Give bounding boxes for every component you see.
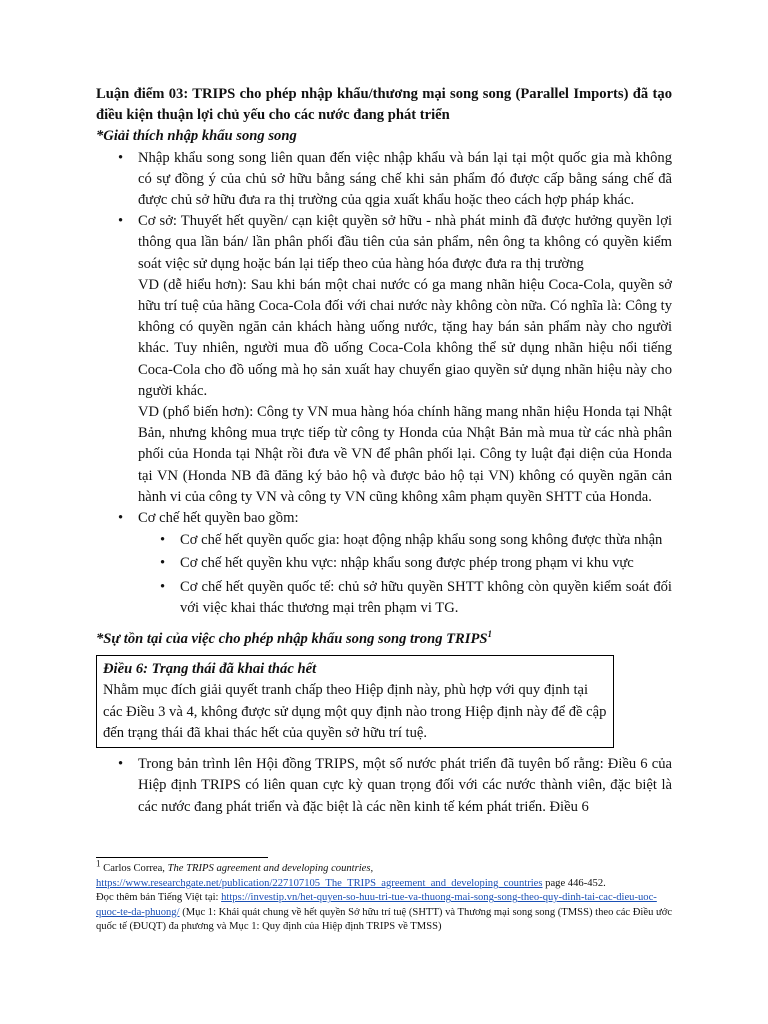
list-item [96,508,672,619]
footnote-text [96,858,676,935]
section-heading-text: *Sự tồn tại của việc cho phép nhập khẩu song song trong TRIPS [96,631,488,648]
footnote-reference[interactable]: 1 [487,629,493,640]
sub-list-item [138,577,672,619]
bullet-list-trips [96,754,672,818]
section-heading-trips [96,629,672,650]
bullet-icon: • [160,578,166,595]
page-title: Luận điểm 03: TRIPS cho phép nhập khẩu/thương mại song song (Parallel Imports) đã tạo điều kiện thuận lợi chủ yếu cho các nước đang phát triển [96,86,672,124]
article-6-box [96,655,614,748]
sub-list-item-text: Cơ chế hết quyền quốc tế: chủ sở hữu quyền SHTT không còn quyền kiểm soát đối với việc khai thác thương mại trên phạm vi TG. [180,578,672,616]
bullet-icon: • [118,510,124,527]
footnote-work-title: The TRIPS agreement and developing countries, [167,863,374,874]
footnote-divider [96,857,268,858]
footnote-note: (Mục 1: Khái quát chung về hết quyền Sở hữu trí tuệ (SHTT) và Thương mại song song (TMSS) theo các Điều ước quốc tế (ĐUQT) đa phương và Mục 1: Quy định của Hiệp định TRIPS về TMSS) [96,906,673,933]
sub-bullet-list [138,530,672,619]
section-heading-parallel-imports: *Giải thích nhập khẩu song song [96,128,297,145]
list-item [96,211,672,508]
article-6-title: Điều 6: Trạng thái đã khai thác hết [103,661,317,678]
sub-list-item-text: Cơ chế hết quyền quốc gia: hoạt động nhập khẩu song song không được thừa nhận [180,532,663,549]
list-item-text: Nhập khẩu song song liên quan đến việc nhập khẩu và bán lại tại một quốc gia mà không có sự đồng ý của chủ sở hữu bằng sáng chế khi sản phẩm đó được cấp bằng sáng chế đã được chủ sở hữu đưa ra thị trường của qgia xuất khẩu hoặc theo cách hợp pháp khác. [138,149,672,209]
example-coca-cola: VD (dễ hiểu hơn): Sau khi bán một chai nước có ga mang nhãn hiệu Coca-Cola, quyền sở hữu trí tuệ của hãng Coca-Cola đối với chai nước này không còn nữa. Có nghĩa là: Công ty không có quyền ngăn cản khách hàng uống nước, tặng hay bán sản phẩm này cho người khác. Tuy nhiên, người mua đồ uống Coca-Cola không thể sử dụng nhãn hiệu nổi tiếng Coca-Cola cho đồ uống mà họ sản xuất hay chuyển giao quyền sử dụng nhãn hiệu này cho người khác. [138,276,672,399]
sub-list-item [138,530,672,551]
footnote-pages: page 446-452. [545,877,606,889]
article-6-text: Nhằm mục đích giải quyết tranh chấp theo Hiệp định này, phù hợp với quy định tại các Điều 3 và 4, không được sử dụng một quy định nào trong Hiệp định này để đề cập đến trạng thái đã khai thác hết của quyền sở hữu trí tuệ. [103,682,607,741]
example-honda: VD (phổ biến hơn): Công ty VN mua hàng hóa chính hãng mang nhãn hiệu Honda tại Nhật Bản, nhưng không mua trực tiếp từ công ty Honda của Nhật Bản mà mua từ các nhà phân phối của Honda tại Nhật rồi đưa về VN để phân phối lại. Công ty luật đại diện của Honda tại VN (Honda NB đã đăng ký bảo hộ và được bảo hộ tại VN) không có quyền ngăn cản hành vi của công ty VN và công ty VN cũng không xâm phạm quyền SHTT của Honda. [138,404,672,505]
bullet-icon: • [118,149,124,166]
bullet-icon: • [118,213,124,230]
bullet-icon: • [118,756,124,773]
bullet-list-explanation [96,148,672,619]
list-item [96,148,672,212]
footnote-mark: 1 [96,858,101,869]
footnote [96,858,676,935]
list-item [96,754,672,818]
footnote-link-investip[interactable]: https://investip.vn/het-quyen-so-huu-tri-tue-va-thuong-mai-song-song-theo-quy-dinh-tai-cac-dieu-uoc-quoc-te-da-phuong/ [96,892,657,918]
sub-list-item-text: Cơ chế hết quyền khu vực: nhập khẩu song được phép trong phạm vi khu vực [180,555,634,572]
list-item-text: Trong bản trình lên Hội đồng TRIPS, một số nước phát triển đã tuyên bố rằng: Điều 6 của Hiệp định TRIPS có liên quan cực kỳ quan trọng đối với các nước thành viên, đặc biệt là các nước đang phát triển và đặc biệt là các nền kinh tế kém phát triển. Điều 6 [138,756,672,815]
list-item-text: Cơ chế hết quyền bao gồm: [138,510,299,527]
list-item-text: Cơ sở: Thuyết hết quyền/ cạn kiệt quyền sở hữu - nhà phát minh đã được hưởng quyền lợi thông qua lần bán/ lần phân phối đầu tiên của sản phẩm, nên ông ta không có quyền kiểm soát việc sử dụng hoặc bán lại tiếp theo của hàng hóa được đưa ra thị trường [138,213,672,272]
footnote-link-researchgate[interactable]: https://www.researchgate.net/publication/227107105_The_TRIPS_agreement_and_developing_countries [96,877,543,889]
bullet-icon: • [160,555,166,572]
footnote-author: Carlos Correa, [103,863,165,874]
footnote-read-more: Đọc thêm bản Tiếng Việt tại: [96,892,219,904]
bullet-icon: • [160,532,166,549]
sub-list-item [138,553,672,574]
